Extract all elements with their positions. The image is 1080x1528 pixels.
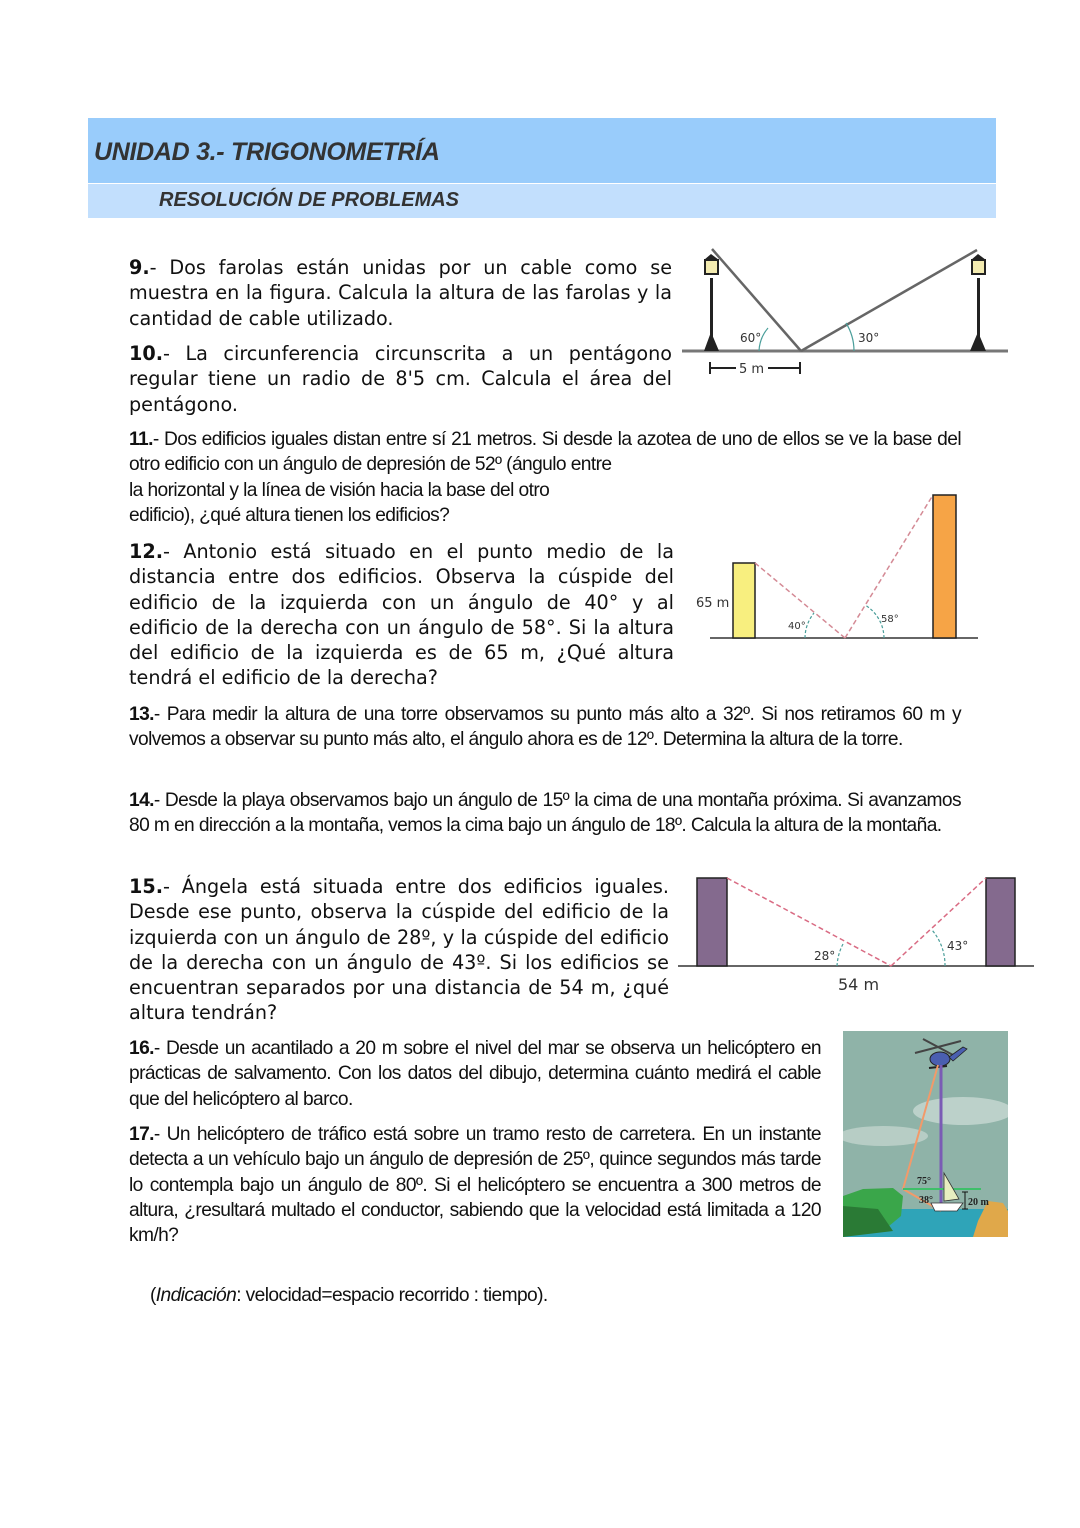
problem-text: - Ángela está situada entre dos edificios iguales. Desde ese punto, observa la cúspide del edificio de la izquierda con un ángulo de 28º, y la cúspide del edificio de la derecha con un ángulo de 43º. Si los edificios se encuentran separados por una distancia de 54 m, ¿qué altura tendrán? xyxy=(129,875,669,1025)
building-left xyxy=(733,563,755,638)
svg-text:20 m: 20 m xyxy=(968,1197,989,1208)
problem-text: - Dos farolas están unidas por un cable como se muestra en la figura. Calcula la altura de las farolas y la cantidad de cable utilizado. xyxy=(129,256,672,330)
lamppost-right-icon xyxy=(970,254,986,351)
problem-number: 14. xyxy=(129,790,154,811)
problem-number: 13. xyxy=(129,704,154,725)
hint-text: : velocidad=espacio recorrido : tiempo). xyxy=(236,1285,548,1306)
problem-11 xyxy=(129,427,961,478)
building-right xyxy=(986,878,1015,966)
svg-text:30°: 30° xyxy=(858,331,880,345)
problem-text: - Un helicóptero de tráfico está sobre un tramo resto de carretera. En un instante detecta a un vehículo bajo un ángulo de depresión de 25º, quince segundos más tarde lo contempla bajo un ángulo de 80º. Si el helicóptero se encuentra a 300 metros de altura, ¿resultará multado el conductor, sabiendo que la velocidad está limitada a 120 km/h? xyxy=(129,1124,821,1247)
unit-title-bar xyxy=(88,118,996,183)
figure-helicopter xyxy=(843,1031,1008,1237)
svg-text:54 m: 54 m xyxy=(838,975,880,994)
svg-text:58°: 58° xyxy=(881,614,899,625)
problem-text: - Desde un acantilado a 20 m sobre el nivel del mar se observa un helicóptero en prácticas de salvamento. Con los datos del dibujo, determina cuánto medirá el cable que del helicóptero al barco. xyxy=(129,1038,821,1110)
problem-12 xyxy=(129,539,674,691)
hint-label: Indicación xyxy=(155,1285,237,1306)
figure-buildings-yellow-orange xyxy=(680,485,990,650)
problem-16 xyxy=(129,1036,821,1112)
figure-lampposts xyxy=(680,240,1020,380)
problem-text: - Para medir la altura de una torre observamos su punto más alto a 32º. Si nos retiramos 60 m y volvemos a observar su punto más alto, el ángulo ahora es de 12º. Determina la altura de la torre. xyxy=(129,704,961,751)
svg-text:28°: 28° xyxy=(814,949,836,963)
problem-11-line3: la horizontal y la línea de visión hacia la base del otro edificio), ¿qué altura tienen los edificios? xyxy=(129,480,550,527)
unit-title: UNIDAD 3.- TRIGONOMETRÍA xyxy=(94,138,440,166)
problem-13 xyxy=(129,702,961,753)
problem-text: - Antonio está situado en el punto medio de la distancia entre dos edificios. Observa la cúspide del edificio de la izquierda con un ángulo de 40° y al edificio de la derecha con un ángulo de 58°. Si la altura del edificio de la izquierda es de 65 m, ¿Qué altura tendrá el edificio de la derecha? xyxy=(129,540,674,690)
problem-number: 10. xyxy=(129,342,163,365)
problem-number: 9. xyxy=(129,256,150,279)
problem-9 xyxy=(129,255,672,331)
figure-buildings-purple xyxy=(670,865,1040,1000)
building-right xyxy=(933,495,956,638)
problem-text: - Desde la playa observamos bajo un ángulo de 15º la cima de una montaña próxima. Si avanzamos 80 m en dirección a la montaña, vemos la cima bajo un ángulo de 18º. Calcula la altura de la montaña. xyxy=(129,790,961,837)
section-title: RESOLUCIÓN DE PROBLEMAS xyxy=(159,189,460,211)
building-left xyxy=(697,878,727,966)
hint: (Indicación: velocidad=espacio recorrido : tiempo). xyxy=(150,1285,548,1306)
svg-text:5 m: 5 m xyxy=(739,362,765,377)
problem-number: 12. xyxy=(129,540,163,563)
problem-14 xyxy=(129,788,961,839)
problem-15 xyxy=(129,874,669,1026)
problem-10 xyxy=(129,341,672,417)
problem-number: 15. xyxy=(129,875,163,898)
svg-text:75°: 75° xyxy=(917,1176,931,1187)
problem-17 xyxy=(129,1122,821,1248)
problem-text: - La circunferencia circunscrita a un pentágono regular tiene un radio de 8'5 cm. Calcula el área del pentágono. xyxy=(129,342,672,416)
problem-number: 16. xyxy=(129,1038,154,1059)
svg-text:38°: 38° xyxy=(919,1195,933,1206)
problem-text: - Dos edificios iguales distan entre sí 21 metros. Si desde la azotea de uno de ellos se ve la base del otro edificio con un ángulo de depresión de 52º (ángulo entre xyxy=(129,429,961,476)
svg-text:43°: 43° xyxy=(947,939,969,953)
lamppost-left-icon xyxy=(704,254,719,351)
problem-number: 17. xyxy=(129,1124,154,1145)
svg-text:40°: 40° xyxy=(788,621,806,632)
problem-number: 11. xyxy=(129,429,153,450)
section-title-bar xyxy=(88,184,996,218)
svg-text:65 m: 65 m xyxy=(696,596,730,611)
svg-text:60°: 60° xyxy=(740,331,762,345)
